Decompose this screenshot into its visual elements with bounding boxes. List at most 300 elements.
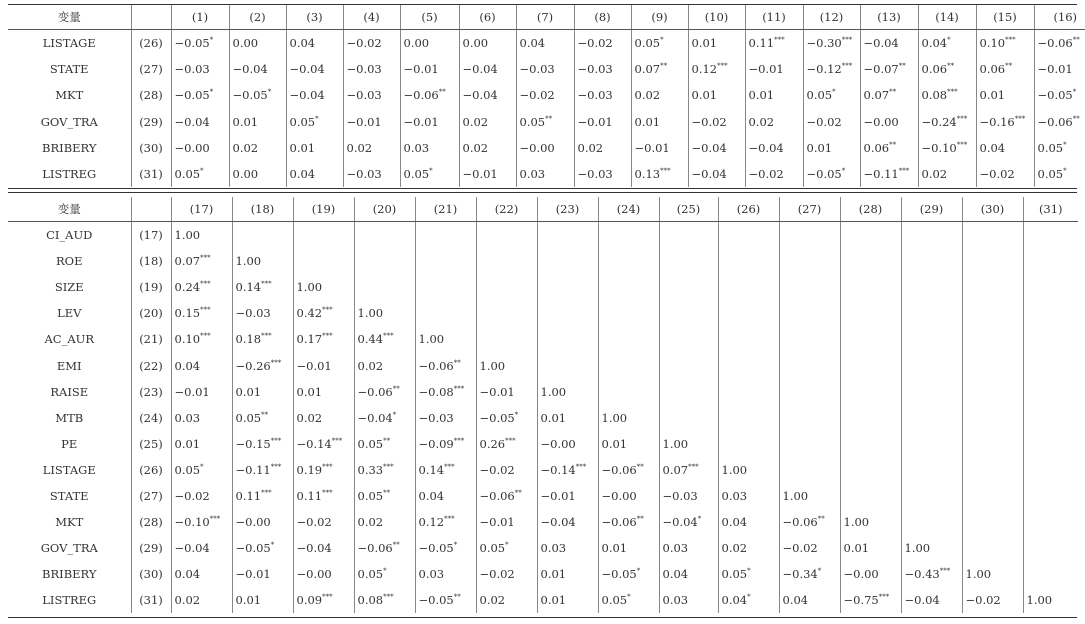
correlation-cell: −0.06** <box>779 509 840 535</box>
header-row <box>8 5 1085 30</box>
correlation-cell: −0.00 <box>171 135 229 161</box>
correlation-cell: 0.01 <box>293 379 354 405</box>
correlation-cell: −0.01 <box>171 379 232 405</box>
correlation-cell: 0.00 <box>400 30 459 57</box>
correlation-cell <box>901 326 962 352</box>
index-column-header <box>131 197 171 222</box>
correlation-cell: −0.00 <box>232 509 293 535</box>
correlation-cell <box>476 326 537 352</box>
correlation-cell: −0.05* <box>229 82 286 108</box>
significance-stars: ** <box>889 141 897 150</box>
variable-index: (27) <box>131 56 171 82</box>
correlation-cell <box>779 222 840 249</box>
correlation-cell: −0.00 <box>293 561 354 587</box>
correlation-cell: −0.26*** <box>232 352 293 378</box>
variable-index: (22) <box>131 352 171 378</box>
column-header: (5) <box>400 5 459 30</box>
correlation-cell: 0.01 <box>688 30 745 57</box>
correlation-cell: −0.01 <box>631 135 688 161</box>
variable-name: SIZE <box>8 274 131 300</box>
correlation-cell <box>962 248 1023 274</box>
correlation-cell: −0.04* <box>659 509 718 535</box>
correlation-cell <box>1023 431 1078 457</box>
correlation-cell: 0.04 <box>286 161 343 187</box>
correlation-cell: −0.06** <box>598 457 659 483</box>
significance-stars: ** <box>514 489 522 498</box>
significance-stars: * <box>841 167 846 176</box>
correlation-cell <box>901 405 962 431</box>
correlation-cell: 0.01 <box>229 109 286 135</box>
correlation-cell: 0.07** <box>631 56 688 82</box>
correlation-cell <box>293 222 354 249</box>
table-row <box>8 509 1078 535</box>
variable-index: (29) <box>131 109 171 135</box>
variable-name: STATE <box>8 483 131 509</box>
correlation-cell: 0.04 <box>976 135 1034 161</box>
significance-stars: *** <box>383 332 394 341</box>
correlation-cell <box>1023 509 1078 535</box>
correlation-cell: −0.03 <box>171 56 229 82</box>
column-header: (26) <box>718 197 779 222</box>
correlation-cell <box>293 248 354 274</box>
correlation-cell: −0.05* <box>476 405 537 431</box>
correlation-cell: 1.00 <box>476 352 537 378</box>
correlation-cell: 0.01 <box>537 561 598 587</box>
correlation-cell: 0.01 <box>232 379 293 405</box>
correlation-cell: −0.02 <box>688 109 745 135</box>
significance-stars: *** <box>453 436 465 445</box>
significance-stars: * <box>1063 167 1067 176</box>
correlation-cell <box>840 326 901 352</box>
significance-stars: *** <box>444 515 455 524</box>
table-row <box>8 300 1078 326</box>
correlation-cell <box>1023 248 1078 274</box>
significance-stars: ** <box>889 88 897 97</box>
correlation-cell: −0.01 <box>476 379 537 405</box>
variable-column-header: 变量 <box>8 5 131 30</box>
correlation-cell <box>1023 405 1078 431</box>
correlation-cell: −0.02 <box>976 161 1034 187</box>
correlation-cell: −0.00 <box>598 483 659 509</box>
significance-stars: ** <box>1005 62 1013 71</box>
correlation-cell <box>476 274 537 300</box>
significance-stars: * <box>747 593 751 602</box>
significance-stars: *** <box>270 463 282 472</box>
significance-stars: * <box>627 593 631 602</box>
variable-name: MKT <box>8 509 131 535</box>
correlation-cell <box>779 274 840 300</box>
correlation-cell: 0.00 <box>229 161 286 187</box>
correlation-cell: 0.11*** <box>745 30 803 57</box>
significance-stars: * <box>636 567 641 576</box>
correlation-cell: 0.10*** <box>976 30 1034 57</box>
column-header: (17) <box>171 197 232 222</box>
table-row <box>8 405 1078 431</box>
correlation-cell: 0.02 <box>354 352 415 378</box>
correlation-cell: 1.00 <box>659 431 718 457</box>
column-header: (13) <box>860 5 918 30</box>
significance-stars: *** <box>261 280 272 289</box>
significance-stars: ** <box>392 541 400 550</box>
correlation-cell: −0.01 <box>1037 62 1073 77</box>
significance-stars: *** <box>660 167 671 176</box>
column-header: (7) <box>516 5 574 30</box>
correlation-cell: 0.01 <box>537 587 598 613</box>
variable-name: BRIBERY <box>8 561 131 587</box>
section-divider-upper <box>8 188 1077 189</box>
correlation-cell: −0.10*** <box>171 509 232 535</box>
correlation-cell: −0.04 <box>229 56 286 82</box>
correlation-cell: −0.14*** <box>293 431 354 457</box>
correlation-cell <box>840 405 901 431</box>
significance-stars: *** <box>453 384 465 393</box>
correlation-cell: −0.02 <box>745 161 803 187</box>
correlation-cell: 0.12*** <box>415 509 476 535</box>
bottom-border <box>8 617 1077 618</box>
correlation-cell: 0.01 <box>232 587 293 613</box>
correlation-cell: 0.07*** <box>171 248 232 274</box>
variable-index: (19) <box>131 274 171 300</box>
significance-stars: *** <box>841 36 853 45</box>
variable-name: LISTAGE <box>8 30 131 57</box>
correlation-cell <box>537 300 598 326</box>
correlation-cell: −0.06** <box>598 509 659 535</box>
correlation-cell <box>718 248 779 274</box>
correlation-cell <box>840 274 901 300</box>
correlation-cell: −0.01 <box>232 561 293 587</box>
correlation-cell: −0.16*** <box>976 109 1034 135</box>
correlation-cell <box>718 379 779 405</box>
correlation-cell: −0.02 <box>779 535 840 561</box>
correlation-cell <box>476 300 537 326</box>
correlation-cell: −0.01 <box>574 109 631 135</box>
significance-stars: *** <box>841 62 853 71</box>
correlation-cell: 0.03 <box>718 483 779 509</box>
significance-stars: *** <box>261 332 272 341</box>
correlation-cell: 0.14*** <box>232 274 293 300</box>
significance-stars: * <box>429 167 433 176</box>
significance-stars: ** <box>453 358 461 367</box>
column-header: (30) <box>962 197 1023 222</box>
correlation-cell <box>962 222 1023 249</box>
variable-index: (18) <box>131 248 171 274</box>
correlation-cell: −0.01 <box>476 509 537 535</box>
variable-name: AC_AUR <box>8 326 131 352</box>
correlation-cell <box>718 352 779 378</box>
significance-stars: ** <box>261 410 269 419</box>
significance-stars: * <box>1072 88 1077 97</box>
correlation-cell: −0.02 <box>476 457 537 483</box>
correlation-cell: 0.05** <box>516 109 574 135</box>
table-row <box>8 352 1078 378</box>
correlation-cell: −0.00 <box>516 135 574 161</box>
correlation-cell <box>962 509 1023 535</box>
correlation-cell: −0.05* <box>415 535 476 561</box>
significance-stars: * <box>660 36 664 45</box>
significance-stars: ** <box>817 515 825 524</box>
correlation-cell: 0.03 <box>659 535 718 561</box>
variable-name: CI_AUD <box>8 222 131 249</box>
significance-stars: ** <box>392 384 400 393</box>
correlation-cell: −0.11*** <box>232 457 293 483</box>
correlation-cell <box>659 248 718 274</box>
correlation-cell <box>537 274 598 300</box>
correlation-cell <box>901 222 962 249</box>
correlation-cell: 1.00 <box>901 535 962 561</box>
correlation-cell: 0.04 <box>415 483 476 509</box>
correlation-cell <box>840 248 901 274</box>
correlation-cell <box>1023 483 1078 509</box>
correlation-cell <box>659 300 718 326</box>
correlation-cell: 0.02 <box>171 587 232 613</box>
correlation-cell: 0.08*** <box>354 587 415 613</box>
table-row <box>8 82 1085 108</box>
correlation-cell: −0.04 <box>688 135 745 161</box>
correlation-cell: 0.13*** <box>631 161 688 187</box>
correlation-cell: −0.03 <box>343 82 400 108</box>
correlation-cell <box>415 300 476 326</box>
correlation-cell <box>659 222 718 249</box>
correlation-cell: 0.02 <box>476 587 537 613</box>
variable-index: (30) <box>131 135 171 161</box>
correlation-cell <box>901 248 962 274</box>
correlation-cell: −0.00 <box>860 109 918 135</box>
table-row <box>8 431 1078 457</box>
correlation-cell <box>962 457 1023 483</box>
correlation-cell: 0.01 <box>631 109 688 135</box>
significance-stars: * <box>697 515 702 524</box>
correlation-cell <box>962 352 1023 378</box>
correlation-cell <box>962 326 1023 352</box>
index-column-header <box>131 5 171 30</box>
column-header: (29) <box>901 197 962 222</box>
correlation-cell <box>537 248 598 274</box>
correlation-cell: 0.04* <box>718 587 779 613</box>
correlation-cell <box>537 326 598 352</box>
table-row <box>8 161 1085 187</box>
significance-stars: * <box>315 114 319 123</box>
correlation-cell <box>901 379 962 405</box>
variable-name: GOV_TRA <box>8 109 131 135</box>
correlation-cell: 0.04 <box>718 509 779 535</box>
correlation-cell: −0.08*** <box>415 379 476 405</box>
correlation-cell: 0.06** <box>860 135 918 161</box>
correlation-cell: −0.05** <box>415 587 476 613</box>
column-header: (20) <box>354 197 415 222</box>
column-header: (18) <box>232 197 293 222</box>
significance-stars: *** <box>717 62 728 71</box>
significance-stars: *** <box>270 436 282 445</box>
table-row <box>8 56 1085 82</box>
correlation-cell: −0.06** <box>1037 114 1080 129</box>
variable-index: (24) <box>131 405 171 431</box>
correlation-cell: −0.03 <box>415 405 476 431</box>
correlation-cell <box>901 300 962 326</box>
significance-stars: *** <box>322 332 333 341</box>
correlation-cell: 0.01 <box>598 535 659 561</box>
significance-stars: * <box>209 36 214 45</box>
significance-stars: *** <box>322 489 333 498</box>
correlation-cell <box>962 379 1023 405</box>
significance-stars: ** <box>383 489 391 498</box>
significance-stars: *** <box>939 567 951 576</box>
significance-stars: ** <box>1072 114 1080 123</box>
correlation-cell: 1.00 <box>415 326 476 352</box>
correlation-cell <box>779 352 840 378</box>
correlation-cell <box>840 431 901 457</box>
correlation-cell: −0.02 <box>171 483 232 509</box>
correlation-cell: −0.04 <box>286 82 343 108</box>
variable-name: BRIBERY <box>8 135 131 161</box>
correlation-cell <box>718 222 779 249</box>
correlation-cell: 0.04 <box>779 587 840 613</box>
correlation-cell: −0.02 <box>476 561 537 587</box>
column-header: (4) <box>343 5 400 30</box>
correlation-cell: 0.42*** <box>293 300 354 326</box>
variable-index: (29) <box>131 535 171 561</box>
significance-stars: *** <box>209 515 221 524</box>
variable-index: (26) <box>131 30 171 57</box>
table-row <box>8 109 1085 135</box>
correlation-cell: −0.04 <box>860 30 918 57</box>
significance-stars: ** <box>898 62 906 71</box>
correlation-cell <box>840 352 901 378</box>
correlation-cell: −0.00 <box>537 431 598 457</box>
correlation-cell: 0.12*** <box>688 56 745 82</box>
significance-stars: ** <box>1072 36 1080 45</box>
correlation-cell: 0.04 <box>286 30 343 57</box>
correlation-cell <box>1023 379 1078 405</box>
table-row <box>8 326 1078 352</box>
significance-stars: *** <box>200 332 211 341</box>
correlation-cell: 0.17*** <box>293 326 354 352</box>
correlation-cell <box>779 431 840 457</box>
correlation-cell: 0.02 <box>459 109 516 135</box>
correlation-cell: −0.06** <box>354 379 415 405</box>
correlation-cell <box>537 222 598 249</box>
significance-stars: * <box>200 167 204 176</box>
correlation-cell <box>415 248 476 274</box>
correlation-cell: 0.01 <box>598 431 659 457</box>
correlation-cell <box>1023 457 1078 483</box>
correlation-cell: −0.43*** <box>901 561 962 587</box>
correlation-cell <box>232 222 293 249</box>
significance-stars: * <box>270 541 275 550</box>
correlation-cell: −0.04 <box>286 56 343 82</box>
significance-stars: * <box>1063 141 1067 150</box>
correlation-cell: 0.11*** <box>293 483 354 509</box>
significance-stars: ** <box>947 62 955 71</box>
column-header: (9) <box>631 5 688 30</box>
correlation-cell <box>537 352 598 378</box>
correlation-cell: 0.01 <box>171 431 232 457</box>
correlation-cell <box>779 457 840 483</box>
correlation-cell: −0.05* <box>171 82 229 108</box>
variable-name: PE <box>8 431 131 457</box>
correlation-cell: 0.11*** <box>232 483 293 509</box>
correlation-cell: 1.00 <box>718 457 779 483</box>
significance-stars: *** <box>575 463 587 472</box>
correlation-cell: −0.06** <box>476 483 537 509</box>
correlation-cell: −0.01 <box>537 483 598 509</box>
correlation-cell <box>476 222 537 249</box>
correlation-cell: 0.03 <box>537 535 598 561</box>
correlation-cell: 0.00 <box>229 30 286 57</box>
significance-stars: * <box>453 541 458 550</box>
correlation-cell: −0.05* <box>232 535 293 561</box>
correlation-cell <box>1023 535 1078 561</box>
correlation-cell <box>1023 300 1078 326</box>
correlation-cell <box>962 274 1023 300</box>
correlation-cell: −0.05* <box>171 30 229 57</box>
correlation-cell: 0.04* <box>918 30 976 57</box>
correlation-table-upper <box>8 5 1085 187</box>
correlation-cell: −0.15*** <box>232 431 293 457</box>
correlation-cell <box>476 248 537 274</box>
correlation-cell: 0.02 <box>459 135 516 161</box>
correlation-cell <box>718 405 779 431</box>
significance-stars: *** <box>898 167 910 176</box>
correlation-cell <box>840 222 901 249</box>
correlation-cell: −0.03 <box>574 161 631 187</box>
correlation-cell: 0.03 <box>659 587 718 613</box>
correlation-cell: 0.05* <box>718 561 779 587</box>
variable-index: (28) <box>131 509 171 535</box>
correlation-cell: 0.44*** <box>354 326 415 352</box>
correlation-cell: −0.04 <box>901 587 962 613</box>
correlation-cell: 1.00 <box>232 248 293 274</box>
correlation-cell: −0.06** <box>415 352 476 378</box>
correlation-cell: 0.14*** <box>415 457 476 483</box>
table-row <box>8 135 1085 161</box>
significance-stars: * <box>209 88 214 97</box>
correlation-cell <box>962 300 1023 326</box>
significance-stars: *** <box>383 463 394 472</box>
column-header: (16) <box>1034 5 1085 30</box>
correlation-cell <box>598 379 659 405</box>
variable-index: (25) <box>131 431 171 457</box>
correlation-cell: 0.04 <box>171 352 232 378</box>
correlation-cell <box>1023 222 1078 249</box>
correlation-cell: 0.02 <box>918 161 976 187</box>
correlation-cell: 1.00 <box>840 509 901 535</box>
correlation-cell: −0.01 <box>459 161 516 187</box>
correlation-cell: −0.01 <box>400 109 459 135</box>
correlation-cell <box>962 483 1023 509</box>
correlation-cell: 0.05** <box>354 483 415 509</box>
table-row <box>8 30 1085 57</box>
variable-name: STATE <box>8 56 131 82</box>
correlation-cell: 0.02 <box>293 405 354 431</box>
correlation-cell: −0.03 <box>232 300 293 326</box>
correlation-cell: −0.04 <box>688 161 745 187</box>
correlation-cell: −0.11*** <box>860 161 918 187</box>
correlation-cell <box>598 300 659 326</box>
correlation-cell <box>1023 352 1078 378</box>
column-header: (31) <box>1023 197 1078 222</box>
variable-name: MTB <box>8 405 131 431</box>
significance-stars: *** <box>261 489 272 498</box>
variable-index: (31) <box>131 161 171 187</box>
correlation-cell: −0.03 <box>516 56 574 82</box>
column-header: (22) <box>476 197 537 222</box>
correlation-cell: −0.09*** <box>415 431 476 457</box>
significance-stars: * <box>267 88 272 97</box>
column-header: (25) <box>659 197 718 222</box>
column-header: (14) <box>918 5 976 30</box>
column-header: (23) <box>537 197 598 222</box>
correlation-cell <box>901 457 962 483</box>
